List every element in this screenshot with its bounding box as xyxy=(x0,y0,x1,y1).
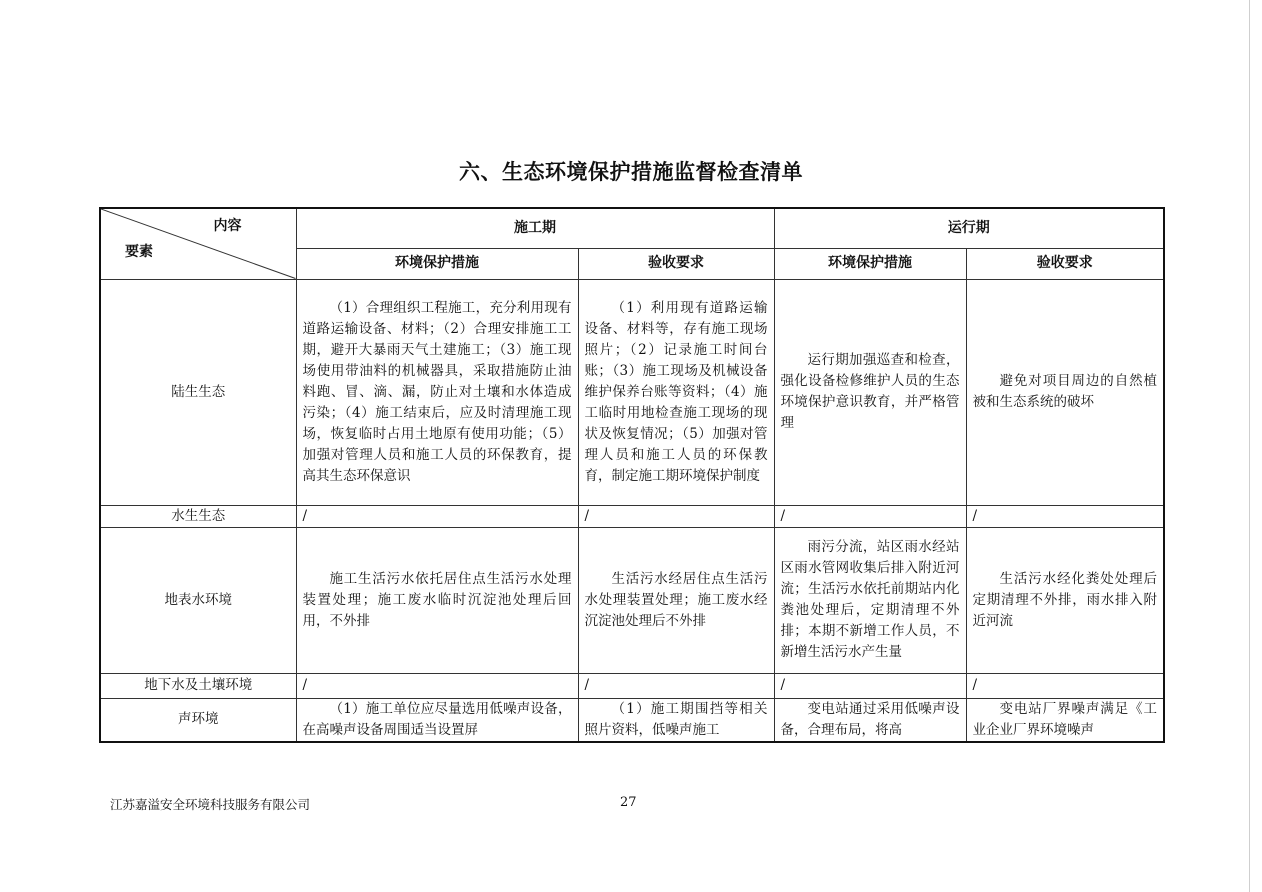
operation-measures-cell: / xyxy=(774,673,966,698)
operation-measures-cell xyxy=(774,698,966,742)
header-row-period xyxy=(100,208,1164,248)
operation-measures-cell: / xyxy=(774,505,966,527)
operation-acceptance-cell: / xyxy=(966,505,1164,527)
construction-acceptance-cell xyxy=(578,527,774,673)
cell-text: 变电站厂界噪声满足《工业企业厂界环境噪声 xyxy=(972,700,1157,738)
operation-acceptance-cell: / xyxy=(966,673,1164,698)
table-row-terrestrial-ecology xyxy=(100,279,1164,505)
operation-acceptance-cell xyxy=(966,527,1164,673)
page-edge-line xyxy=(1249,0,1250,892)
cell-text: 避免对项目周边的自然植被和生态系统的破坏 xyxy=(972,373,1157,410)
cell-text: 生活污水经居住点生活污水处理装置处理；施工废水经沉淀池处理后不外排 xyxy=(584,570,768,629)
cell-text: （1）施工期围挡等相关照片资料，低噪声施工 xyxy=(584,700,768,738)
construction-measures-cell xyxy=(296,279,578,505)
period-operation-header: 运行期 xyxy=(774,208,1164,248)
element-cell: 声环境 xyxy=(100,698,296,742)
cell-text: （1）合理组织工程施工，充分利用现有道路运输设备、材料；（2）合理安排施工工期，避开大暴雨天气土建施工；（3）施工现场使用带油料的机械器具，采取措施防止油料跑、冒、滴、漏，防止对土壤和水体造成污染；（4）施工结束后，应及时清理施工现场，恢复临时占用土地原有使用功能；（5）加强对管理人员和施工人员的环保教育，提高其生态环保意识 xyxy=(302,299,572,484)
construction-measures-header: 环境保护措施 xyxy=(296,248,578,279)
construction-measures-cell: / xyxy=(296,505,578,527)
page-title: 六、生态环境保护措施监督检查清单 xyxy=(459,160,803,184)
cell-text: 变电站通过采用低噪声设备，合理布局，将高 xyxy=(780,700,960,738)
construction-acceptance-header: 验收要求 xyxy=(578,248,774,279)
inspection-checklist-table xyxy=(99,207,1165,743)
footer-page-number: 27 xyxy=(620,795,637,810)
construction-measures-cell xyxy=(296,527,578,673)
period-construction-header: 施工期 xyxy=(296,208,774,248)
table-row-aquatic-ecology xyxy=(100,505,1164,527)
operation-acceptance-cell xyxy=(966,279,1164,505)
construction-measures-cell: / xyxy=(296,673,578,698)
cell-text: 生活污水经化粪处处理后定期清理不外排，雨水排入附近河流 xyxy=(972,570,1157,629)
cell-text: 雨污分流，站区雨水经站区雨水管网收集后排入附近河流；生活污水依托前期站内化粪池处理后，定期清理不外排；本期不新增工作人员，不新增生活污水产生量 xyxy=(780,539,960,660)
construction-measures-cell xyxy=(296,698,578,742)
construction-acceptance-cell xyxy=(578,698,774,742)
cell-text: 施工生活污水依托居住点生活污水处理装置处理；施工废水临时沉淀池处理后回用，不外排 xyxy=(302,570,572,629)
corner-label-element: 要素 xyxy=(125,244,153,260)
element-cell: 地下水及土壤环境 xyxy=(100,673,296,698)
element-cell: 陆生生态 xyxy=(100,279,296,505)
element-cell: 水生生态 xyxy=(100,505,296,527)
operation-acceptance-cell xyxy=(966,698,1164,742)
construction-acceptance-cell: / xyxy=(578,505,774,527)
corner-header-cell xyxy=(100,208,296,279)
element-cell: 地表水环境 xyxy=(100,527,296,673)
table-row-groundwater-soil xyxy=(100,673,1164,698)
construction-acceptance-cell: / xyxy=(578,673,774,698)
table-row-surface-water xyxy=(100,527,1164,673)
construction-acceptance-cell xyxy=(578,279,774,505)
cell-text: 运行期加强巡查和检查，强化设备检修维护人员的生态环境保护意识教育，并严格管理 xyxy=(780,352,960,431)
table-row-acoustic-environment xyxy=(100,698,1164,742)
corner-label-content: 内容 xyxy=(213,218,242,234)
operation-acceptance-header: 验收要求 xyxy=(966,248,1164,279)
footer-company-name: 江苏嘉溢安全环境科技服务有限公司 xyxy=(110,797,311,812)
operation-measures-header: 环境保护措施 xyxy=(774,248,966,279)
cell-text: （1）利用现有道路运输设备、材料等，存有施工现场照片；（2）记录施工时间台账；（3）施工现场及机械设备维护保养台账等资料；（4）施工临时用地检查施工现场的现状及恢复情况；（5）加强对管理人员和施工人员的环保教育，制定施工期环境保护制度 xyxy=(584,299,768,484)
cell-text: （1）施工单位应尽量选用低噪声设备，在高噪声设备周围适当设置屏 xyxy=(302,700,572,738)
operation-measures-cell xyxy=(774,527,966,673)
operation-measures-cell xyxy=(774,279,966,505)
